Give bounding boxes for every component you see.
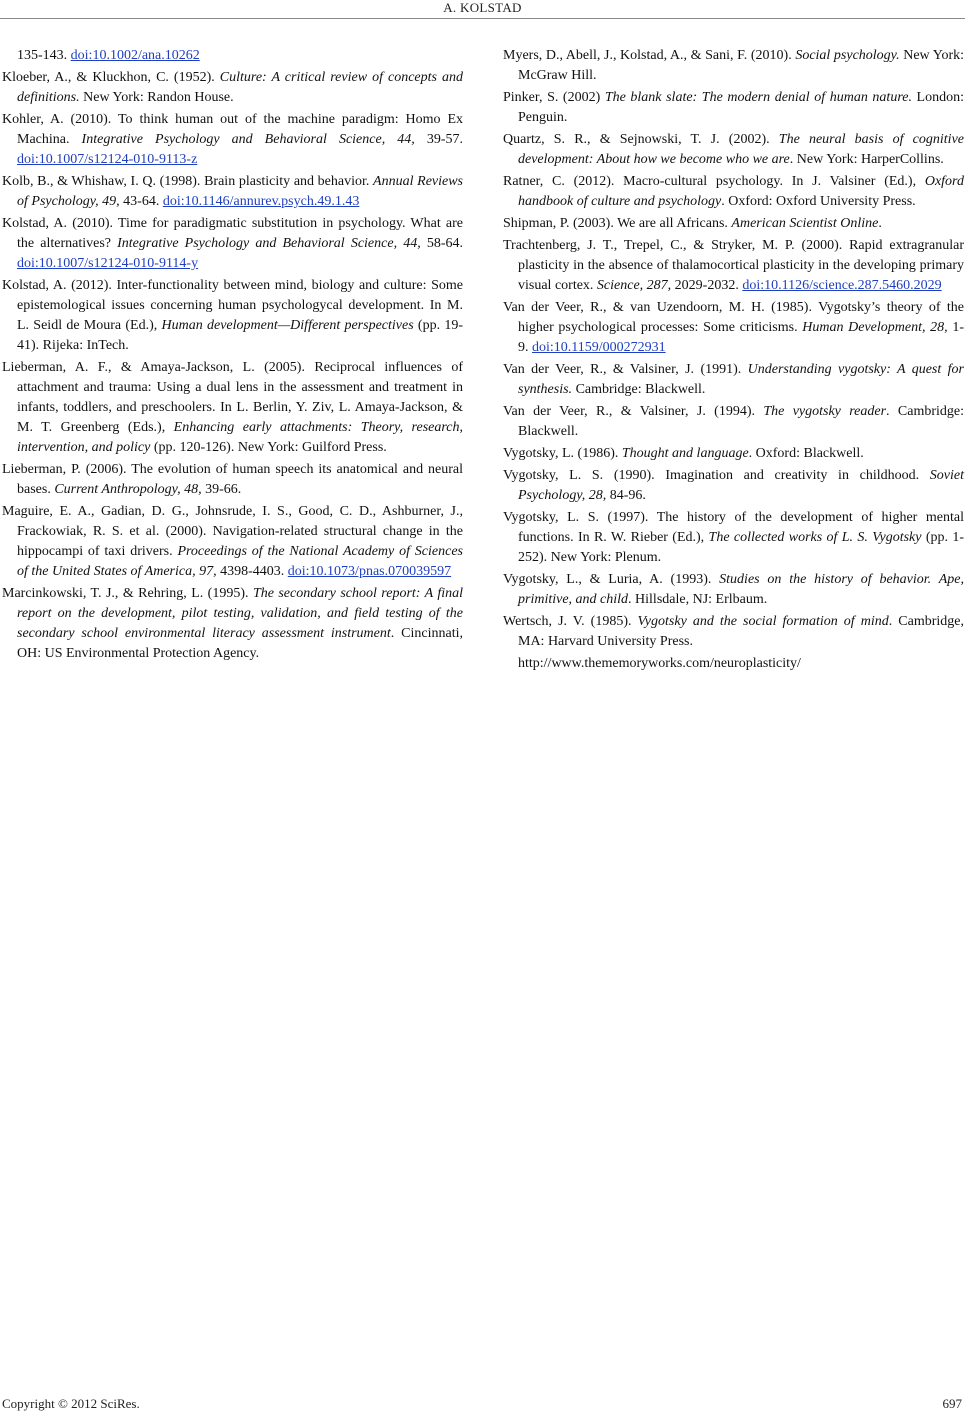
reference-text: Vygotsky, L. S. (1990). Imagination and creativity in childhood.: [503, 468, 930, 483]
reference-entry: [503, 612, 964, 652]
page-footer: [2, 1396, 962, 1414]
reference-entry: [2, 214, 463, 274]
reference-text: 39-57.: [414, 132, 463, 147]
reference-text: (pp. 1-252). New York: Plenum.: [518, 530, 964, 565]
reference-entry: [2, 172, 463, 212]
reference-text: Quartz, S. R., & Sejnowski, T. J. (2002).: [503, 132, 779, 147]
reference-entry: [2, 584, 463, 664]
reference-entry: [2, 276, 463, 356]
reference-text: http://www.thememoryworks.com/neuroplasticity/: [518, 656, 801, 671]
doi-link[interactable]: doi:10.1007/s12124-010-9114-y: [17, 256, 199, 271]
references-right-column: [503, 46, 964, 676]
reference-source-title: Studies on the history of behavior. Ape, primitive, and child: [518, 572, 964, 607]
reference-text: Kolstad, A. (2012). Inter-functionality between mind, biology and culture: Some epistemological issues concerning human psychologycal development. In M. L. Seidl de Moura (Ed.),: [2, 278, 463, 333]
running-head: A. KOLSTAD: [443, 0, 522, 15]
reference-text: Maguire, E. A., Gadian, D. G., Johnsrude, I. S., Good, C. D., Ashburner, J., Frackowiak, R. S. et al. (2000). Navigation-related structural change in the hippocampi of taxi drivers.: [2, 504, 463, 559]
reference-source-title: Thought and language: [621, 446, 749, 461]
reference-text: Kolstad, A. (2010). Time for paradigmatic substitution in psychology. What are the alternatives?: [2, 216, 463, 251]
reference-text: Myers, D., Abell, J., Kolstad, A., & Sani, F. (2010).: [503, 48, 796, 63]
reference-text: Trachtenberg, J. T., Trepel, C., & Stryker, M. P. (2000). Rapid extragranular plasticity in the absence of thalamocortical plasticity in the developing primary visual cortex.: [503, 238, 964, 293]
reference-source-title: Enhancing early attachments: Theory, research, intervention, and policy: [17, 420, 463, 455]
reference-entry: [503, 130, 964, 170]
reference-source-title: Social psychology.: [795, 48, 900, 63]
reference-text: Van der Veer, R., & Valsiner, J. (1994).: [503, 404, 764, 419]
reference-source-title: The collected works of L. S. Vygotsky: [708, 530, 922, 545]
reference-text: . Cincinnati, OH: US Environmental Protection Agency.: [17, 626, 463, 661]
reference-text: Vygotsky, L. (1986).: [503, 446, 622, 461]
reference-source-title: Oxford handbook of culture and psychology: [518, 174, 964, 209]
reference-text: 43-64.: [119, 194, 163, 209]
reference-text: (pp. 120-126). New York: Guilford Press.: [150, 440, 387, 455]
reference-text: Shipman, P. (2003). We are all Africans.: [503, 216, 732, 231]
reference-source-title: Integrative Psychology and Behavioral Science, 44,: [81, 132, 415, 147]
reference-text: Van der Veer, R., & Valsiner, J. (1991).: [503, 362, 748, 377]
reference-source-title: Current Anthropology, 48,: [54, 482, 202, 497]
reference-text: . Cambridge: Blackwell.: [518, 404, 964, 439]
reference-text: New York: Randon House.: [79, 90, 234, 105]
reference-entry: [503, 236, 964, 296]
reference-text: . Hillsdale, NJ: Erlbaum.: [628, 592, 768, 607]
reference-text: 39-66.: [201, 482, 242, 497]
reference-entry: [2, 68, 463, 108]
reference-text: . Oxford: Blackwell.: [748, 446, 864, 461]
reference-text: Marcinkowski, T. J., & Rehring, L. (1995).: [2, 586, 253, 601]
copyright-notice: Copyright © 2012 SciRes.: [2, 1396, 140, 1411]
reference-entry: [503, 444, 964, 464]
reference-entry: [503, 46, 964, 86]
reference-source-title: The secondary school report: A final report on the development, pilot testing, validation, and field testing of the secondary school environmental literacy assessment instrument: [17, 586, 464, 641]
reference-source-title: American Scientist Online: [731, 216, 879, 231]
doi-link[interactable]: doi:10.1126/science.287.5460.2029: [742, 278, 942, 293]
reference-text: .: [878, 216, 882, 231]
reference-text: (pp. 19-41). Rijeka: InTech.: [17, 318, 463, 353]
reference-source-title: The neural basis of cognitive development: About how we become who we are: [518, 132, 964, 167]
reference-text: Ratner, C. (2012). Macro-cultural psychology. In J. Valsiner (Ed.),: [503, 174, 925, 189]
reference-text: 135-143.: [17, 48, 71, 63]
reference-source-title: Soviet Psychology, 28,: [518, 468, 964, 503]
reference-text: 1-9.: [518, 320, 965, 355]
reference-text: Pinker, S. (2002): [503, 90, 605, 105]
reference-text: . New York: HarperCollins.: [789, 152, 944, 167]
reference-text: 4398-4403.: [216, 564, 288, 579]
reference-text: 84-96.: [606, 488, 646, 503]
doi-link[interactable]: doi:10.1073/pnas.070039597: [287, 564, 452, 579]
reference-url: [503, 654, 964, 674]
reference-source-title: The vygotsky reader: [763, 404, 887, 419]
reference-entry: [503, 298, 964, 358]
reference-entry: [503, 508, 964, 568]
reference-text: Kolb, B., & Whishaw, I. Q. (1998). Brain plasticity and behavior.: [2, 174, 374, 189]
references-left-column: [2, 46, 463, 666]
doi-link[interactable]: doi:10.1002/ana.10262: [70, 48, 200, 63]
reference-source-title: Understanding vygotsky: A quest for synthesis.: [518, 362, 964, 397]
reference-text: Vygotsky, L. S. (1997). The history of the development of higher mental functions. In R. W. Rieber (Ed.),: [503, 510, 964, 545]
reference-text: Lieberman, P. (2006). The evolution of human speech its anatomical and neural bases.: [2, 462, 463, 497]
reference-entry: [2, 502, 463, 582]
reference-text: Cambridge: Blackwell.: [572, 382, 706, 397]
reference-text: . Oxford: Oxford University Press.: [721, 194, 916, 209]
reference-entry: [503, 172, 964, 212]
reference-text: Kohler, A. (2010). To think human out of the machine paradigm: Homo Ex Machina.: [2, 112, 463, 147]
reference-source-title: Culture: A critical review of concepts and definitions.: [17, 70, 463, 105]
reference-text: New York: McGraw Hill.: [518, 48, 964, 83]
reference-source-title: Proceedings of the National Academy of Sciences of the United States of America, 97,: [17, 544, 463, 579]
doi-link[interactable]: doi:10.1159/000272931: [532, 340, 666, 355]
reference-text: 2029-2032.: [671, 278, 743, 293]
reference-source-title: Annual Reviews of Psychology, 49,: [17, 174, 464, 209]
reference-entry: [503, 360, 964, 400]
reference-source-title: The blank slate: The modern denial of human nature.: [604, 90, 912, 105]
reference-source-title: Integrative Psychology and Behavioral Science, 44,: [117, 236, 421, 251]
reference-entry: [2, 46, 463, 66]
page-number: 697: [942, 1396, 962, 1411]
reference-text: Vygotsky, L., & Luria, A. (1993).: [503, 572, 720, 587]
reference-source-title: Science, 287,: [596, 278, 672, 293]
reference-text: Kloeber, A., & Kluckhon, C. (1952).: [2, 70, 220, 85]
reference-entry: [503, 88, 964, 128]
reference-entry: [503, 402, 964, 442]
reference-text: 58-64.: [420, 236, 463, 251]
reference-entry: [2, 110, 463, 170]
reference-source-title: Human Development, 28,: [802, 320, 948, 335]
reference-source-title: Vygotsky and the social formation of mind: [637, 614, 889, 629]
reference-entry: [503, 466, 964, 506]
reference-text: London: Penguin.: [518, 90, 964, 125]
reference-entry: [503, 570, 964, 610]
reference-text: . Cambridge, MA: Harvard University Press.: [518, 614, 964, 649]
reference-text: Van der Veer, R., & van Uzendoorn, M. H. (1985). Vygotsky’s theory of the higher psychological processes: Some criticisms.: [503, 300, 964, 335]
header-rule: [0, 18, 965, 19]
reference-text: Wertsch, J. V. (1985).: [503, 614, 638, 629]
doi-link[interactable]: doi:10.1146/annurev.psych.49.1.43: [162, 194, 360, 209]
reference-entry: [503, 214, 964, 234]
reference-entry: [2, 358, 463, 458]
doi-link[interactable]: doi:10.1007/s12124-010-9113-z: [17, 152, 198, 167]
reference-entry: [2, 460, 463, 500]
reference-text: Lieberman, A. F., & Amaya-Jackson, L. (2005). Reciprocal influences of attachment and trauma: Using a dual lens in the assessment and treatment in infants, toddlers, and preschoolers. In L. Berlin, Y. Ziv, L. Amaya-Jackson, & M. T. Greenberg (Eds.),: [2, 360, 463, 435]
reference-source-title: Human development—Different perspectives: [161, 318, 414, 333]
